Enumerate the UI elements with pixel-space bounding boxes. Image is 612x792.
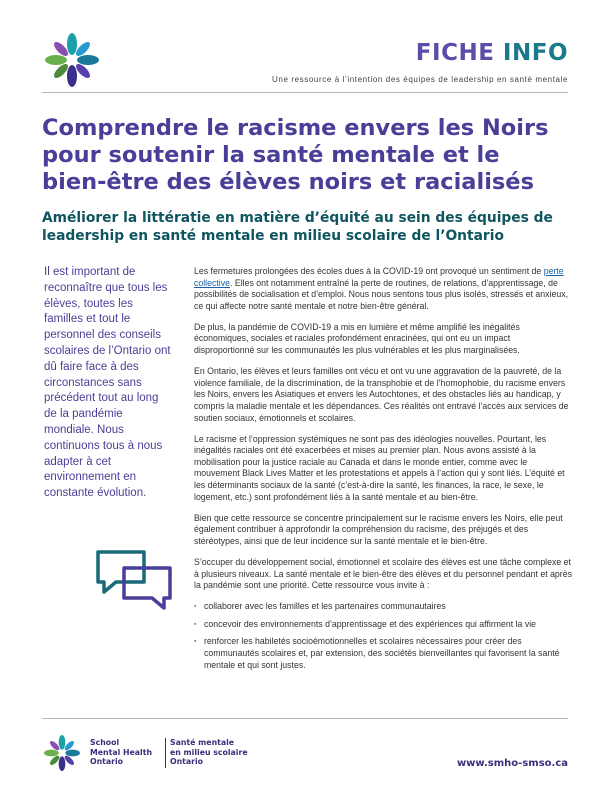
bullet-icon: ▪: [194, 620, 197, 628]
org-name-french: Santé mentale en milieu scolaire Ontario: [170, 738, 248, 766]
paragraph-4: Le racisme et l’oppression systémiques ne sont pas des idéologies nouvelles. Pourtant, les inégalités raciales ont été exacerbées et mises au premier plan. Nous avons assisté à la mobilisation pour la justice raciale au Canada et dans le monde entier, comme avec le mouvement Black Lives Matter et les protestations et appels à l’action qui y sont liés. L’équité et les déterminants sociaux de la santé (c’est-à-dire la santé, les finances, la race, le sexe, le logement, etc.) sont profondément liés à la santé mentale et au bien-être.: [194, 433, 565, 502]
paragraph-1: Les fermetures prolongées des écoles dues à la COVID-19 ont provoqué un sentiment de perte collective. Elles ont notamment entraîné la perte de routines, de relations, d’apprentissage, de possibilités de socialisation et d’emploi. Nous nous sentons tous plus isolés, stressés et anxieux, ce qui affecte notre santé mentale et notre bien-être général.: [194, 266, 569, 311]
bullet-icon: ▪: [194, 638, 197, 646]
title-line-3: bien-être des élèves noirs et racialisés: [42, 169, 534, 195]
perte-collective-link[interactable]: perte collective: [194, 266, 564, 288]
footer-separator: [165, 738, 166, 768]
list-item: ▪ concevoir des environnements d’apprentissage et des expériences qui affirment la vie: [194, 618, 537, 629]
bottom-divider: [42, 718, 568, 719]
subtitle: [42, 209, 582, 245]
main-title: [42, 115, 572, 196]
fiche-label: FICHE: [415, 40, 495, 66]
title-line-1: Comprendre le racisme envers les Noirs: [42, 115, 549, 141]
fiche-info-heading: [416, 40, 568, 66]
body-content: [194, 266, 572, 677]
top-divider: [42, 92, 568, 93]
footer-logo-icon: [42, 733, 82, 773]
paragraph-5: Bien que cette ressource se concentre principalement sur le racisme envers les Noirs, elle peut également contribuer à approfondir la compréhension du racisme, des préjugés et des stéréotypes, ainsi que de leur incidence sur la santé mentale et le bien-être.: [194, 512, 563, 546]
subtitle-line-1: Améliorer la littératie en matière d’équité au sein des équipes de: [42, 210, 553, 226]
info-label: INFO: [502, 40, 568, 66]
paragraph-6: S’occuper du développement social, émotionnel et scolaire des élèves est une tâche complexe et à plusieurs niveaux. La santé mentale et le bien-être des élèves et du personnel pendant et après la pandémie sont une priorité. Cette ressource vous invite à :: [194, 556, 572, 591]
sidebar-callout: Il est important de reconnaître que tous les élèves, toutes les familles et tout le personnel des conseils scolaires de l’Ontario ont dû faire face à des circonstances sans précédent tout au long de la pandémie mondiale. Nous continuons tous à nous adapter à cet environnement en constante évolution.: [44, 266, 171, 500]
invitation-list: [194, 601, 572, 671]
smho-logo-icon: [42, 30, 102, 90]
website-link[interactable]: www.smho-smso.ca: [456, 758, 568, 769]
title-line-2: pour soutenir la santé mentale et le: [42, 142, 500, 168]
org-name-english: School Mental Health Ontario: [90, 738, 152, 766]
paragraph-2: De plus, la pandémie de COVID-19 a mis en lumière et même amplifié les inégalités économiques, sociales et raciales profondément enracinées, qui ont eu un impact disproportionné sur les communautés les plus vulnérables et les plus marginalisées.: [194, 321, 520, 356]
list-item: ▪ collaborer avec les familles et les partenaires communautaires: [194, 601, 446, 612]
subtitle-line-2: leadership en santé mentale en milieu scolaire de l’Ontario: [42, 228, 504, 244]
chat-bubbles-icon: [94, 548, 174, 616]
tagline: Une ressource à l’intention des équipes de leadership en santé mentale: [272, 75, 568, 84]
bullet-icon: ▪: [194, 603, 197, 611]
paragraph-3: En Ontario, les élèves et leurs familles ont vécu et ont vu une aggravation de la pauvreté, de la violence familiale, de la discrimination, de la transphobie et de l’homophobie, du racisme envers les Noirs, envers les Asiatiques et envers les Autochtones, et des obstacles liés au handicap, y compris la maladie mentale et les dépendances. Ces réalités ont entravé l’accès aux services de soutien sociaux, émotionnels et scolaires.: [194, 366, 569, 423]
list-item: ▪ renforcer les habiletés socioémotionnelles et scolaires nécessaires pour créer des communautés scolaires et, par extension, des sociétés bienveillantes qui favorisent la santé mentale et qui sont justes.: [194, 636, 560, 670]
